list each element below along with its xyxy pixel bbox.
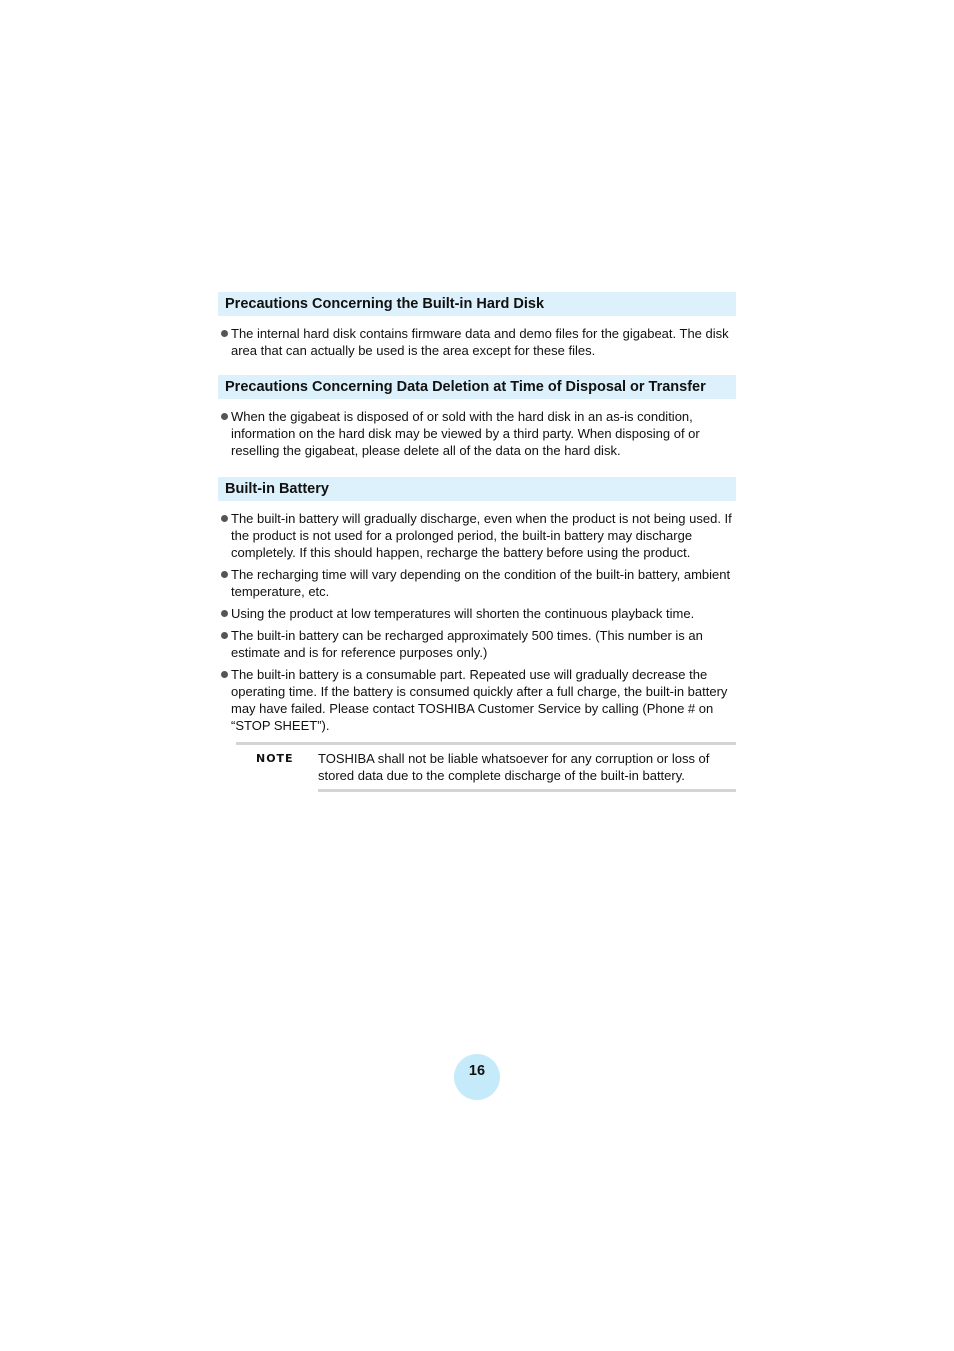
bullet-icon — [221, 413, 228, 420]
list-item: The built-in battery is a consumable part. Repeated use will gradually decrease the operating time. If the battery is consumed quickly after a full charge, the built-in battery may have failed. Please contact TOSHIBA Customer Service by calling (Phone # on “STOP SHEET”). — [218, 666, 736, 734]
note-box — [236, 742, 736, 792]
section-heading-data-deletion: Precautions Concerning Data Deletion at Time of Disposal or Transfer — [218, 375, 736, 399]
bullet-icon — [221, 571, 228, 578]
list-item: The recharging time will vary depending on the condition of the built-in battery, ambient temperature, etc. — [218, 566, 736, 600]
bullet-icon — [221, 671, 228, 678]
list-item: The built-in battery will gradually discharge, even when the product is not being used. If the product is not used for a prolonged period, the built-in battery may discharge completely. If this should happen, recharge the battery before using the product. — [218, 510, 736, 561]
page-number: 16 — [454, 1054, 500, 1100]
list-item: The internal hard disk contains firmware data and demo files for the gigabeat. The disk area that can actually be used is the area except for these files. — [218, 325, 736, 359]
list-item: Using the product at low temperatures will shorten the continuous playback time. — [218, 605, 736, 622]
bullet-icon — [221, 610, 228, 617]
section-heading-hard-disk: Precautions Concerning the Built-in Hard Disk — [218, 292, 736, 316]
bullet-icon — [221, 330, 228, 337]
bullet-icon — [221, 632, 228, 639]
list-item: The built-in battery can be recharged approximately 500 times. (This number is an estimate and is for reference purposes only.) — [218, 627, 736, 661]
bullet-icon — [221, 515, 228, 522]
note-icon: NOTE — [256, 752, 294, 765]
section-heading-battery: Built-in Battery — [218, 477, 736, 501]
battery-list — [218, 510, 736, 734]
note-text: TOSHIBA shall not be liable whatsoever for any corruption or loss of stored data due to the complete discharge of the built-in battery. — [318, 750, 736, 792]
list-item: When the gigabeat is disposed of or sold with the hard disk in an as-is condition, information on the hard disk may be viewed by a third party. When disposing of or reselling the gigabeat, please delete all of the data on the hard disk. — [218, 408, 736, 459]
page-content — [218, 292, 736, 792]
hard-disk-list — [218, 325, 736, 359]
data-deletion-list — [218, 408, 736, 459]
